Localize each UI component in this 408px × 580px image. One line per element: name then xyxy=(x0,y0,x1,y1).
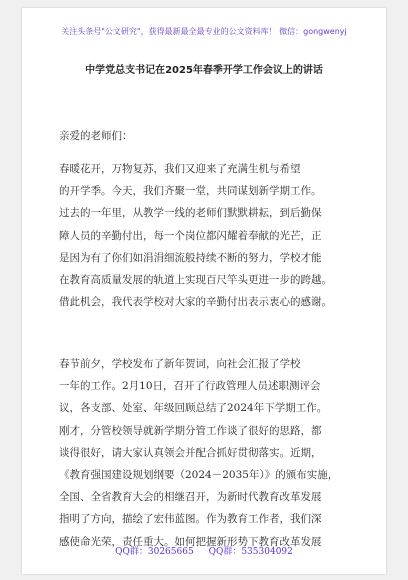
paragraph-line: 刚才，分管校领导就新学期分管工作谈了很好的思路，都 xyxy=(59,424,322,437)
paragraph-line: 感使命光荣，责任重大。如何把握新形势下教育改革发展 xyxy=(59,535,322,548)
paragraph-1 xyxy=(59,158,359,313)
footer-qq-group-2: QQ群：535304092 xyxy=(208,547,293,557)
paragraph-line: 障人员的辛勤付出，每一个岗位都闪耀着奉献的光芒，正 xyxy=(59,229,322,242)
paragraph-line: 谈得很好，请大家认真领会并配合抓好贯彻落实。近期， xyxy=(59,446,322,459)
paragraph-line: 的开学季。今天，我们齐聚一堂，共同谋划新学期工作。 xyxy=(59,185,322,198)
paragraph-line: 春节前夕，学校发布了新年贺词，向社会汇报了学校 xyxy=(59,358,301,370)
paragraph-line: 议，各支部、处室、年级回顾总结了2024年下学期工作。 xyxy=(59,402,328,415)
paragraph-line: 指明了方向，描绘了宏伟蓝图。作为教育工作者，我们深 xyxy=(59,513,322,526)
paragraph-line: 是因为有了你们如涓涓细流般持续不断的努力，学校才能 xyxy=(59,251,322,264)
paragraph-line: 春暖花开，万物复苏，我们又迎来了充满生机与希望 xyxy=(59,163,301,175)
document-page xyxy=(22,8,386,574)
paragraph-line: 一年的工作。2月10日，召开了行政管理人员述职测评会 xyxy=(59,380,321,393)
paragraph-line: 在教育高质量发展的轨道上实现百尺竿头更进一步的跨越。 xyxy=(59,274,332,287)
salutation: 亲爱的老师们： xyxy=(59,130,133,142)
footer xyxy=(22,546,386,558)
paragraph-line: 过去的一年里，从教学一线的老师们默默耕耘，到后勤保 xyxy=(59,207,322,220)
footer-qq-group-1: QQ群：30265665 xyxy=(115,547,194,557)
document-title: 中学党总支书记在2025年春季开学工作会议上的讲话 xyxy=(85,65,323,76)
paragraph-line: 《教育强国建设规划纲要（2024－2035年）》的颁布实施， xyxy=(59,469,339,482)
paragraph-line: 借此机会，我代表学校对大家的辛勤付出表示衷心的感谢。 xyxy=(59,296,332,309)
paragraph-line: 全国、全省教育大会的相继召开，为新时代教育改革发展 xyxy=(59,491,322,504)
header-banner: 关注头条号"公文研究"，获得最新最全最专业的公文资料库！ 微信：gongwenyj xyxy=(61,27,347,36)
paragraph-2 xyxy=(59,353,359,553)
